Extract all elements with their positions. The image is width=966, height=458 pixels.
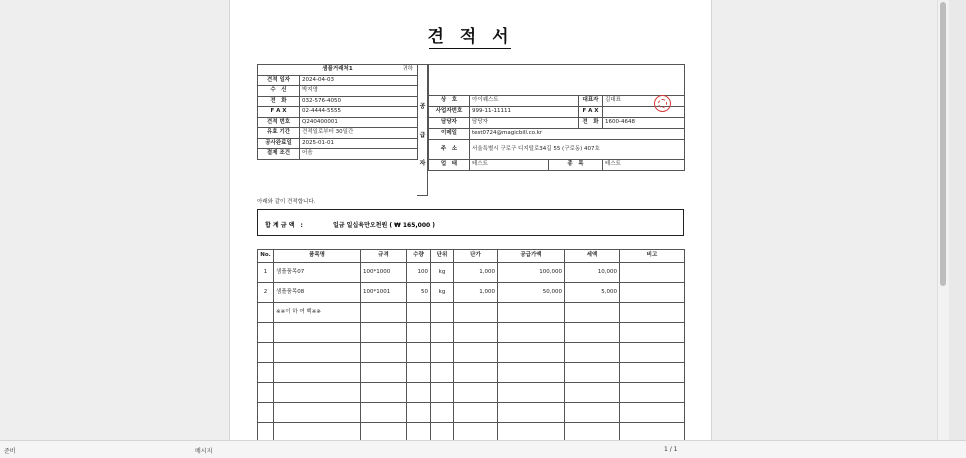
column-header: 세액 — [565, 250, 620, 263]
empty-cell — [361, 423, 407, 441]
empty-cell — [565, 303, 620, 323]
empty-cell — [361, 363, 407, 383]
item-no: 1 — [258, 263, 274, 283]
empty-cell — [565, 363, 620, 383]
column-header: 품목명 — [274, 250, 361, 263]
empty-cell — [361, 303, 407, 323]
status-ready: 준비 — [4, 448, 16, 455]
empty-cell — [431, 403, 454, 423]
column-header: 비고 — [620, 250, 685, 263]
status-message: 메시지 — [195, 448, 213, 455]
recipient-fax: 02-4444-5555 — [300, 107, 418, 118]
item-unit: kg — [431, 283, 454, 303]
item-unit: kg — [431, 263, 454, 283]
supplier-char: 급 — [419, 132, 426, 139]
item-supply: 50,000 — [498, 283, 565, 303]
item-qty: 100 — [407, 263, 431, 283]
scrollbar-thumb[interactable] — [940, 2, 946, 286]
total-value: 일금 일십육만오천원 ( ₩ 165,000 ) — [333, 222, 436, 229]
supplier-phone: 1600-4648 — [603, 118, 685, 129]
supplier-ceo: 김대표 — [603, 96, 685, 107]
empty-cell — [431, 363, 454, 383]
column-header: 규격 — [361, 250, 407, 263]
table-row — [258, 283, 685, 303]
completion-date: 2025-01-01 — [300, 138, 418, 149]
item-name: 샘플품목07 — [274, 263, 361, 283]
item-price: 1,000 — [454, 263, 498, 283]
document-page — [229, 0, 712, 440]
empty-cell — [274, 363, 361, 383]
empty-cell — [258, 383, 274, 403]
recipient-row — [258, 65, 418, 76]
supplier-company: 아이퀘스트 — [470, 96, 579, 107]
info-label: 결제 조건 — [258, 149, 300, 160]
empty-cell — [258, 363, 274, 383]
info-label: 전 화 — [258, 96, 300, 107]
empty-cell — [431, 383, 454, 403]
empty-cell — [620, 383, 685, 403]
empty-cell — [498, 303, 565, 323]
info-label: 견적 일자 — [258, 75, 300, 86]
document-title: 견 적 서 — [427, 27, 514, 47]
table-row — [258, 383, 685, 403]
empty-cell — [407, 323, 431, 343]
empty-cell — [431, 303, 454, 323]
empty-cell — [565, 343, 620, 363]
supplier-bizno: 999-11-11111 — [470, 107, 579, 118]
empty-cell — [620, 323, 685, 343]
supplier-fax — [603, 107, 685, 118]
item-memo — [620, 283, 685, 303]
column-header: 공급가액 — [498, 250, 565, 263]
quote-note: 아래와 같이 견적합니다. — [257, 199, 316, 205]
supplier-info-table — [428, 64, 685, 171]
item-tax: 10,000 — [565, 263, 620, 283]
info-label: 수 신 — [258, 86, 300, 97]
empty-cell — [407, 403, 431, 423]
empty-cell — [274, 383, 361, 403]
empty-cell — [454, 403, 498, 423]
empty-cell — [498, 343, 565, 363]
item-spec: 100*1001 — [361, 283, 407, 303]
supplier-blank — [429, 65, 685, 96]
supplier-label: 종 목 — [549, 160, 603, 171]
column-header: 단가 — [454, 250, 498, 263]
info-label: 공사완료일 — [258, 138, 300, 149]
supplier-manager: 담당자 — [470, 118, 579, 129]
table-row — [258, 263, 685, 283]
empty-cell — [498, 423, 565, 441]
item-name: 샘플품목08 — [274, 283, 361, 303]
empty-cell — [258, 303, 274, 323]
empty-cell — [454, 343, 498, 363]
empty-cell — [407, 423, 431, 441]
table-row — [258, 403, 685, 423]
empty-cell — [258, 423, 274, 441]
table-row — [258, 343, 685, 363]
items-table — [257, 249, 685, 440]
recipient-name: 샘플거래처1 — [322, 66, 353, 72]
table-row — [258, 323, 685, 343]
recipient-info-table — [257, 64, 418, 160]
empty-cell — [498, 403, 565, 423]
table-row — [258, 363, 685, 383]
empty-cell — [454, 323, 498, 343]
empty-cell — [258, 403, 274, 423]
info-label: 유효 기간 — [258, 128, 300, 139]
title-underline — [429, 48, 511, 49]
supplier-business: 테스트 — [470, 160, 549, 171]
empty-cell — [361, 403, 407, 423]
items-header-row — [258, 250, 685, 263]
supplier-char: 자 — [419, 160, 426, 167]
empty-cell — [620, 343, 685, 363]
empty-cell — [454, 383, 498, 403]
empty-cell — [407, 303, 431, 323]
empty-cell — [361, 323, 407, 343]
item-qty: 50 — [407, 283, 431, 303]
empty-cell — [454, 303, 498, 323]
empty-cell — [274, 343, 361, 363]
empty-cell — [498, 363, 565, 383]
supplier-label: F A X — [579, 107, 603, 118]
info-label: 견적 번호 — [258, 117, 300, 128]
item-price: 1,000 — [454, 283, 498, 303]
supplier-label: 담당자 — [429, 118, 470, 129]
empty-cell — [454, 423, 498, 441]
supplier-email: test0724@magicbill.co.kr — [470, 129, 685, 140]
empty-cell — [454, 363, 498, 383]
supplier-label: 업 태 — [429, 160, 470, 171]
empty-cell — [620, 303, 685, 323]
column-header: No. — [258, 250, 274, 263]
supplier-char: 공 — [419, 103, 426, 110]
empty-cell — [407, 363, 431, 383]
empty-cell — [565, 323, 620, 343]
info-label: F A X — [258, 107, 300, 118]
empty-cell — [407, 343, 431, 363]
table-row — [258, 303, 685, 323]
empty-cell — [620, 423, 685, 441]
empty-cell — [274, 423, 361, 441]
empty-cell — [565, 383, 620, 403]
empty-cell — [620, 363, 685, 383]
supplier-label: 전 화 — [579, 118, 603, 129]
supplier-category: 테스트 — [603, 160, 685, 171]
empty-cell — [361, 383, 407, 403]
supplier-vertical-label — [417, 64, 428, 196]
end-mark: ※※이 하 여 백※※ — [274, 303, 361, 323]
empty-cell — [258, 343, 274, 363]
empty-cell — [565, 403, 620, 423]
column-header: 수량 — [407, 250, 431, 263]
payment-terms: 어음 — [300, 149, 418, 160]
empty-cell — [498, 323, 565, 343]
empty-cell — [407, 383, 431, 403]
supplier-label: 상 호 — [429, 96, 470, 107]
valid-period: 견적일로부터 30일간 — [300, 128, 418, 139]
empty-cell — [498, 383, 565, 403]
total-label: 합 계 금 액 : — [265, 222, 303, 229]
quote-date: 2024-04-03 — [300, 75, 418, 86]
empty-cell — [565, 423, 620, 441]
empty-cell — [431, 343, 454, 363]
item-supply: 100,000 — [498, 263, 565, 283]
table-row — [258, 423, 685, 441]
recipient-phone: 032-576-4050 — [300, 96, 418, 107]
recipient-honorific: 귀하 — [402, 66, 413, 72]
empty-cell — [274, 323, 361, 343]
page-indicator: 1 / 1 — [664, 446, 678, 453]
item-tax: 5,000 — [565, 283, 620, 303]
item-no: 2 — [258, 283, 274, 303]
supplier-address: 서울특별시 구로구 디지털로34길 55 (구로동) 407호 — [470, 140, 685, 160]
quote-number: Q240400001 — [300, 117, 418, 128]
recipient-person: 박지영 — [300, 86, 418, 97]
empty-cell — [431, 423, 454, 441]
empty-cell — [361, 343, 407, 363]
empty-cell — [258, 323, 274, 343]
empty-cell — [620, 403, 685, 423]
item-memo — [620, 263, 685, 283]
empty-cell — [274, 403, 361, 423]
item-spec: 100*1000 — [361, 263, 407, 283]
company-seal-icon — [654, 95, 671, 112]
column-header: 단위 — [431, 250, 454, 263]
supplier-label: 주 소 — [429, 140, 470, 160]
total-amount-box — [257, 209, 684, 236]
supplier-label: 이메일 — [429, 129, 470, 140]
supplier-label: 사업자번호 — [429, 107, 470, 118]
vertical-scrollbar[interactable] — [937, 0, 949, 440]
status-bar — [0, 440, 966, 458]
empty-cell — [431, 323, 454, 343]
supplier-label: 대표자 — [579, 96, 603, 107]
